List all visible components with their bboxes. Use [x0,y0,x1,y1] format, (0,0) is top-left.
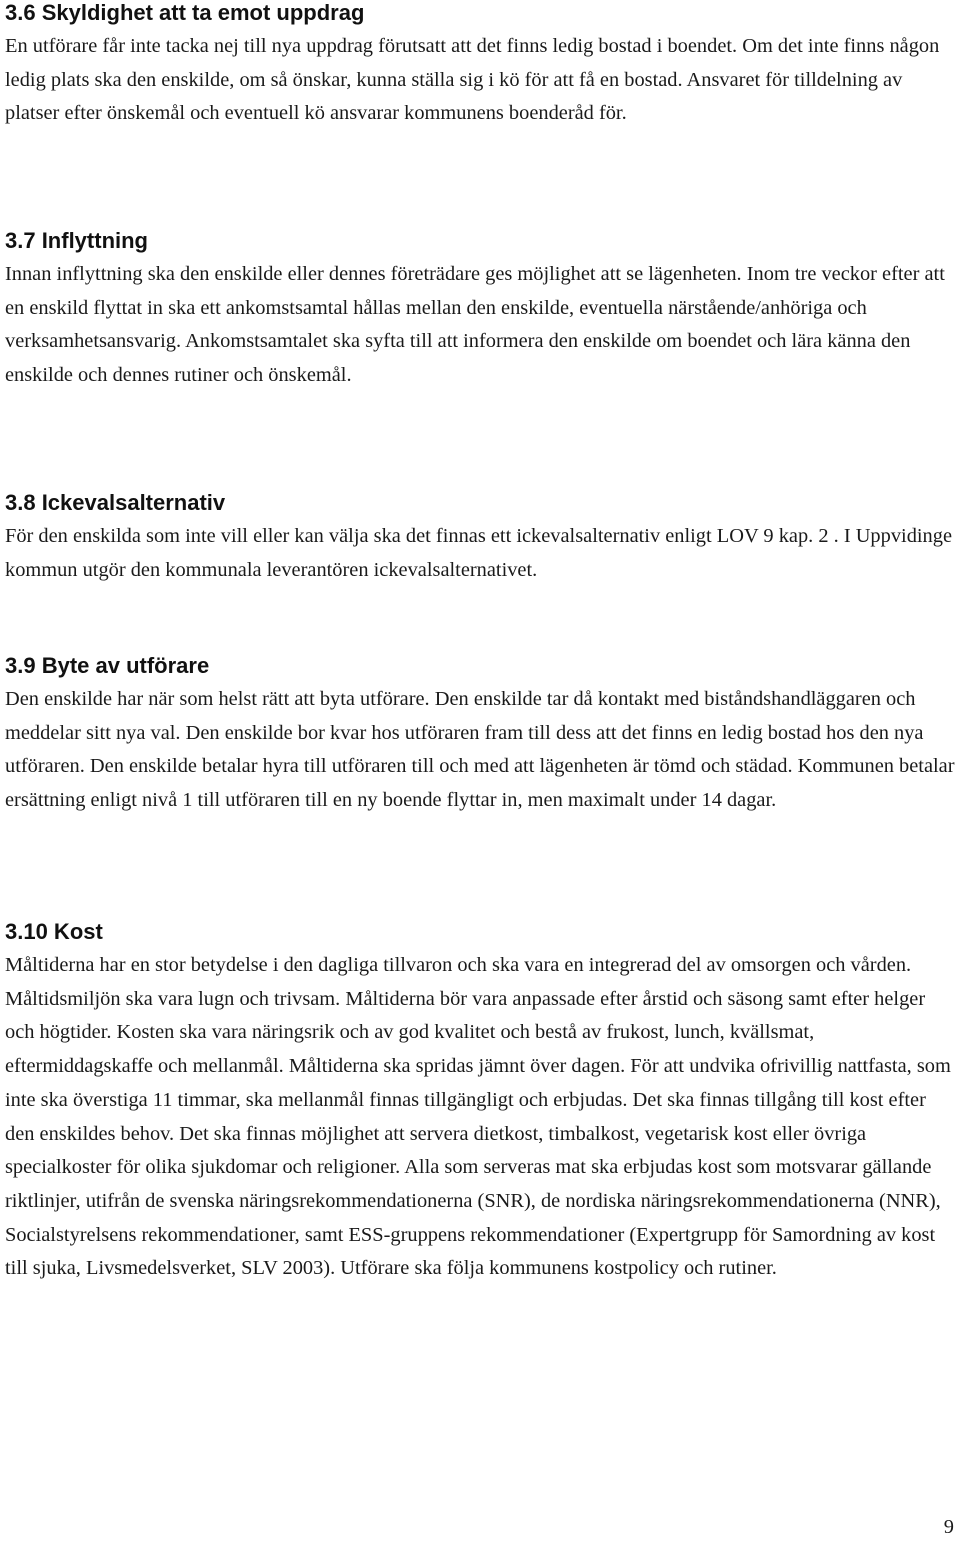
section-paragraph: Innan inflyttning ska den enskilde eller dennes företrädare ges möjlighet att se lägenheten. Inom tre veckor efter att en enskild flyttat in ska ett ankomstsamtal hållas mellan den enskilde, eventuella närstående/anhöriga och verksamhetsansvarig. Ankomstsamtalet ska syfta till att informera den enskilde om boendet och lära känna den enskilde och dennes rutiner och önskemål. [5,263,945,387]
section-paragraph: Måltiderna har en stor betydelse i den dagliga tillvaron och ska vara en integrerad del av omsorgen och vården. Måltidsmiljön ska vara lugn och trivsam. Måltiderna bör vara anpassade efter årstid och säsong samt efter helger och högtider. Kosten ska vara näringsrik och av god kvalitet och bestå av frukost, lunch, kvällsmat, eftermiddagskaffe och mellanmål. Måltiderna ska spridas jämnt över dagen. För att undvika ofrivillig nattfasta, som inte ska överstiga 11 timmar, ska mellanmål finnas tillgängligt och erbjudas. Det ska finnas tillgång till kost efter den enskildes behov. Det ska finnas möjlighet att servera dietkost, timbalkost, vegetarisk kost eller övriga specialkoster för olika sjukdomar och religioner. Alla som serveras mat ska erbjudas kost som motsvarar gällande riktlinjer, utifrån de svenska näringsrekommendationerna (SNR), de nordiska näringsrekommendationerna (NNR), Socialstyrelsens rekommendationer, samt ESS-gruppens rekommendationer (Expertgrupp för Samordning av kost till sjuka, Livsmedelsverket, SLV 2003). Utförare ska följa kommunens kostpolicy och rutiner. [5,954,951,1280]
section-byte-av-utforare [5,653,957,818]
section-heading: 3.10 Kost [5,919,103,944]
section-paragraph: En utförare får inte tacka nej till nya uppdrag förutsatt att det finns ledig bostad i boendet. Om det inte finns någon ledig plats ska den enskilde, om så önskar, kunna ställa sig i kö för att få en bostad. Ansvaret för tilldelning av platser efter önskemål och eventuell kö ansvarar kommunens boenderåd för. [5,35,940,125]
section-paragraph: För den enskilda som inte vill eller kan välja ska det finnas ett ickevalsalternativ enligt LOV 9 kap. 2 . I Uppvidinge kommun utgör den kommunala leverantören ickevalsalternativet. [5,525,952,581]
section-paragraph: Den enskilde har när som helst rätt att byta utförare. Den enskilde tar då kontakt med biståndshandläggaren och meddelar sitt nya val. Den enskilde bor kvar hos utföraren fram till dess att det finns en ledig bostad hos den nya utföraren. Den enskilde betalar hyra till utföraren till och med att lägenheten är tömd och städad. Kommunen betalar ersättning enligt nivå 1 till utföraren till en ny boende flyttar in, men maximalt under 14 dagar. [5,688,955,812]
section-inflyttning [5,228,957,393]
section-kost [5,919,957,1286]
section-heading: 3.9 Byte av utförare [5,653,210,678]
section-heading: 3.6 Skyldighet att ta emot uppdrag [5,0,365,25]
section-ickevalsalternativ [5,490,957,587]
page-number: 9 [943,1516,954,1538]
section-heading: 3.7 Inflyttning [5,228,148,253]
section-heading: 3.8 Ickevalsalternativ [5,490,226,515]
section-skyldighet [5,0,957,131]
